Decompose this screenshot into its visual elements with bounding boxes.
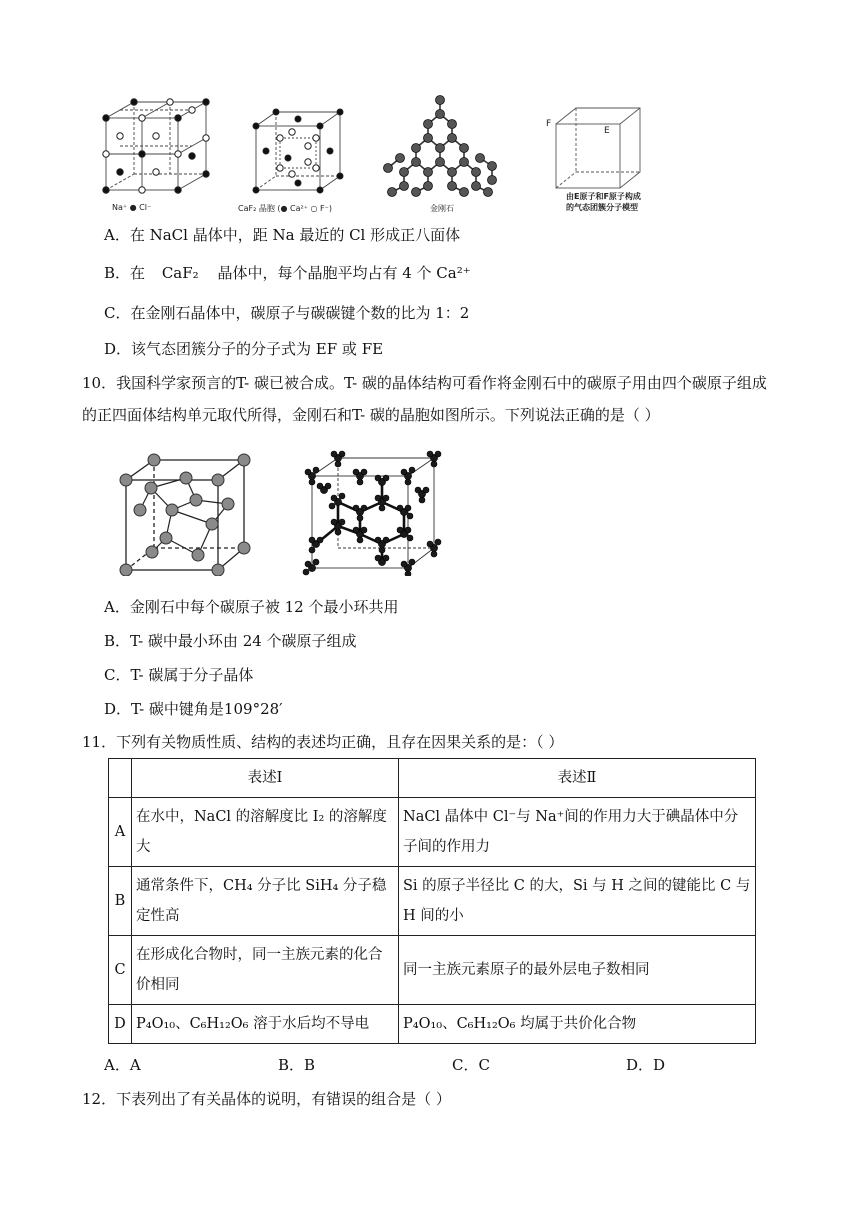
q10-stem-line2: 的正四面体结构单元取代所得，金刚石和T- 碳的晶胞如图所示。下列说法正确的是（ ） (82, 406, 660, 424)
row-key: C (109, 936, 132, 1005)
q9-option-d: D．该气态团簇分子的分子式为 EF 或 FE (104, 340, 384, 358)
cluster-molecule-figure (540, 104, 644, 196)
table-header-row (109, 759, 756, 798)
statement-2-cell: P₄O₁₀、C₆H₁₂O₆ 均属于共价化合物 (399, 1005, 756, 1044)
q11-option-a: A．A (104, 1056, 141, 1074)
table-row (109, 867, 756, 936)
table-header-cell (109, 759, 132, 798)
cluster-label-e: E (604, 126, 610, 136)
q9-option-a: A．在 NaCl 晶体中，距 Na 最近的 Cl 形成正八面体 (104, 226, 461, 244)
q11-option-c: C．C (452, 1056, 490, 1074)
statement-2-cell: 同一主族元素原子的最外层电子数相同 (399, 936, 756, 1005)
nacl-caption: Na⁺ ● Cl⁻ (112, 203, 152, 212)
statement-1-cell: 在水中，NaCl 的溶解度比 I₂ 的溶解度大 (132, 798, 399, 867)
statement-1-cell: P₄O₁₀、C₆H₁₂O₆ 溶于水后均不导电 (132, 1005, 399, 1044)
q10-option-b: B．T- 碳中最小环由 24 个碳原子组成 (104, 632, 357, 650)
cluster-caption-2: 的气态团簇分子模型 (566, 203, 638, 212)
q11-table (108, 758, 756, 1044)
t-carbon-unit-cell-figure (298, 446, 442, 576)
row-key: A (109, 798, 132, 867)
q9-option-b (104, 263, 471, 283)
caf2-caption: CaF₂ 晶胞 (● Ca²⁺ ○ F⁻) (238, 204, 332, 213)
q9-option-b-suffix: 晶体中，每个晶胞平均占有 4 个 Ca²⁺ (217, 264, 471, 282)
q12-stem: 12．下表列出了有关晶体的说明，有错误的组合是（ ） (82, 1090, 451, 1108)
table-header-cell: 表述Ⅱ (399, 759, 756, 798)
nacl-crystal-figure (98, 96, 218, 200)
cluster-caption-1: 由E原子和F原子构成 (566, 192, 641, 201)
statement-1-cell: 通常条件下，CH₄ 分子比 SiH₄ 分子稳定性高 (132, 867, 399, 936)
table-row (109, 936, 756, 1005)
row-key: B (109, 867, 132, 936)
diamond-unit-cell-figure (116, 450, 256, 576)
q10-option-d: D．T- 碳中键角是109°28′ (104, 700, 283, 718)
cluster-label-f: F (546, 119, 552, 129)
table-header-cell: 表述Ⅰ (132, 759, 399, 798)
diamond-structure-figure (380, 92, 510, 200)
table-row (109, 798, 756, 867)
q11-option-d: D．D (626, 1056, 666, 1074)
statement-1-cell: 在形成化合物时，同一主族元素的化合价相同 (132, 936, 399, 1005)
statement-2-cell: Si 的原子半径比 C 的大，Si 与 H 之间的键能比 C 与 H 间的小 (399, 867, 756, 936)
q11-stem: 11．下列有关物质性质、结构的表述均正确，且存在因果关系的是：（ ） (82, 733, 564, 751)
table-row (109, 1005, 756, 1044)
diamond-caption: 金刚石 (430, 204, 454, 213)
q9-option-b-prefix: B．在 (104, 264, 146, 282)
q10-option-c: C．T- 碳属于分子晶体 (104, 666, 254, 684)
q9-option-c: C．在金刚石晶体中，碳原子与碳碳键个数的比为 1：2 (104, 304, 470, 322)
q10-stem-line1: 10．我国科学家预言的T- 碳已被合成。T- 碳的晶体结构可看作将金刚石中的碳原子用由四个碳原子组成 (82, 374, 767, 392)
row-key: D (109, 1005, 132, 1044)
q11-option-b: B．B (278, 1056, 316, 1074)
statement-2-cell: NaCl 晶体中 Cl⁻与 Na⁺间的作用力大于碘晶体中分子间的作用力 (399, 798, 756, 867)
q9-option-b-formula: CaF₂ (161, 264, 199, 282)
caf2-unit-cell-figure (250, 108, 350, 194)
q10-option-a: A．金刚石中每个碳原子被 12 个最小环共用 (104, 598, 399, 616)
